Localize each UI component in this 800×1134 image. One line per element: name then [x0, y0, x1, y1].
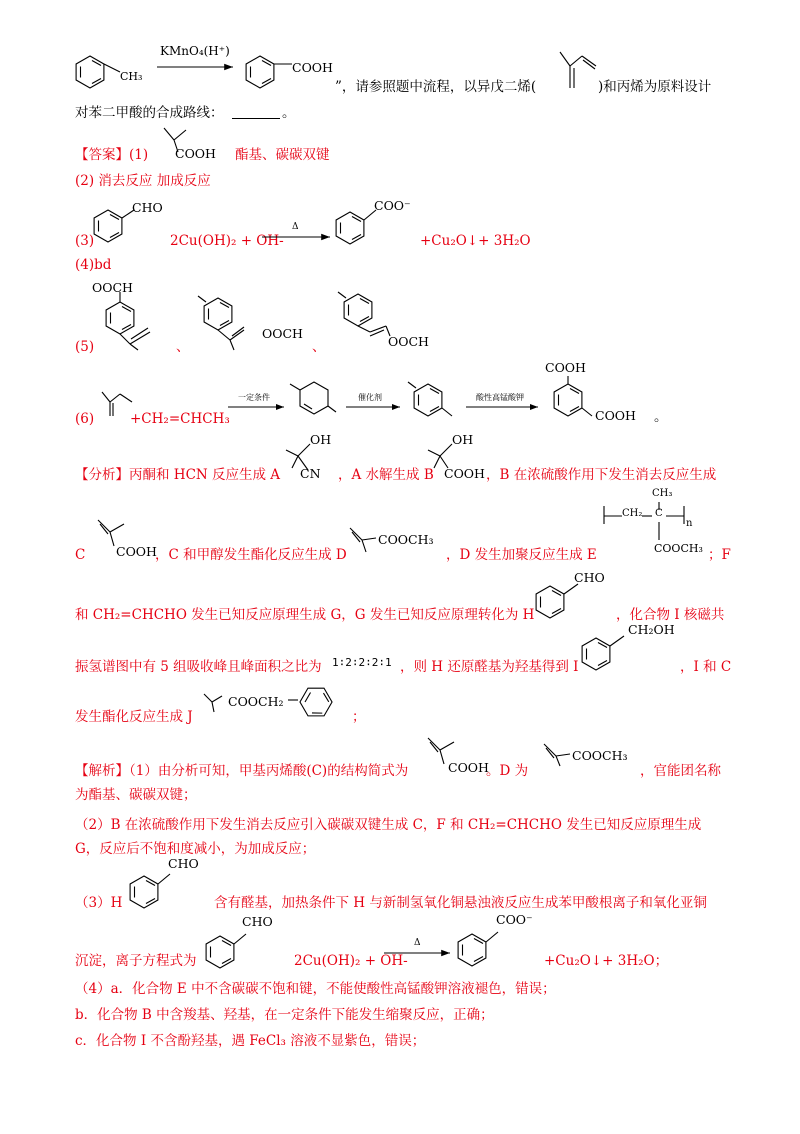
analysis-l4c: ，I 和 C: [680, 659, 732, 675]
compound-d-cooch3: COOCH₃: [378, 532, 434, 547]
a6-p-xylene: [402, 376, 462, 438]
reaction-arrow: [157, 62, 237, 72]
explain-p2a: （2）B 在浓硫酸作用下发生消去反应引入碳碳双键生成 C，F 和 CH₂=CHCHO 发生已知反应原理生成: [75, 817, 702, 833]
a6-cond1: 一定条件: [238, 393, 270, 402]
analysis-l2a: C: [75, 547, 86, 563]
analysis-l2d: ；F: [708, 547, 731, 563]
compound-j-ester: COOCH₂: [228, 694, 284, 709]
explain-p1d: 为酯基、碳碳双键；: [75, 787, 197, 803]
p1-cooch3: COOCH₃: [572, 748, 628, 763]
isomer-1-structure: [100, 292, 180, 352]
analysis-tag: 【分析】丙酮和 HCN 反应生成 A: [75, 467, 281, 483]
a1-cooh: COOH: [175, 146, 216, 161]
a6-cooh-bottom: COOH: [595, 408, 636, 423]
a6-arrow-2: [346, 402, 406, 412]
a6-cond3: 酸性高锰酸钾: [476, 393, 524, 402]
compound-h-cho: CHO: [574, 570, 605, 585]
analysis-l5a: 发生酯化反应生成 J: [75, 709, 193, 725]
explain-p1b: 。D 为: [486, 763, 529, 779]
polymer-cooch3: COOCH₃: [654, 542, 703, 555]
compound-c-cooh: COOH: [116, 544, 157, 559]
answer-tag: 【答案】(1): [75, 147, 149, 163]
question-text-3: 对苯二甲酸的合成路线：: [75, 105, 224, 121]
a4-answer: (4)bd: [75, 257, 112, 273]
a6-cyclohexene: [282, 376, 342, 438]
explain-p4c: c．化合物 I 不含酚羟基，遇 FeCl₃ 溶液不显紫色，错误；: [75, 1033, 426, 1049]
nmr-ratio: 1∶2∶2∶2∶1: [332, 656, 392, 669]
compound-b-cooh: COOH: [444, 466, 485, 481]
a6-num: (6): [75, 411, 95, 427]
isomer-2-structure: [192, 290, 272, 352]
explain-p3-num: （3）H: [75, 895, 123, 911]
isomer-1-sub: OOCH: [92, 280, 133, 295]
a3-delta: Δ: [292, 222, 299, 232]
isomer-3-sub: OOCH: [388, 334, 429, 349]
p3-products: +Cu₂O↓+ 3H₂O；: [544, 953, 669, 969]
reagent-kmno4: KMnO₄(H⁺): [160, 44, 230, 58]
compound-j-ring: [288, 686, 338, 726]
a3-num: (3): [75, 233, 95, 249]
analysis-l2c: ，D 发生加聚反应生成 E: [446, 547, 597, 563]
a6-reagent: +CH₂=CHCH₃: [130, 411, 230, 427]
analysis-l4b: ，则 H 还原醛基为羟基得到 I: [400, 659, 579, 675]
polymer-c: C: [655, 508, 663, 519]
a6-arrow-3: [466, 402, 542, 412]
p3-arrow: [384, 948, 454, 958]
explain-p1a: 【解析】（1）由分析可知，甲基丙烯酸(C)的结构简式为: [75, 763, 409, 779]
question-text-1: ”，请参照题中流程，以异戊二烯(: [335, 79, 537, 95]
answer-blank: [232, 118, 280, 119]
a2-answer: (2) 消去反应 加成反应: [75, 173, 211, 189]
explain-p4b: b．化合物 B 中含羧基、羟基，在一定条件下能发生缩聚反应，正确；: [75, 1007, 494, 1023]
explain-p1c: ，官能团名称: [640, 763, 721, 779]
a5-sep-1: 、: [176, 339, 190, 355]
p3-cho: CHO: [168, 856, 199, 871]
isomer-2-sub: OOCH: [262, 326, 303, 341]
a3-coo: COO⁻: [374, 198, 411, 213]
compound-a-cn: CN: [300, 466, 321, 481]
a6-arrow-1: [228, 402, 288, 412]
explain-p3b: 沉淀，离子方程式为: [75, 953, 197, 969]
analysis-l4a: 振氢谱图中有 5 组吸收峰且峰面积之比为: [75, 659, 322, 675]
a6-cooh-top: COOH: [545, 360, 586, 375]
compound-i-ch2oh: CH₂OH: [628, 622, 675, 637]
explain-p2b: G，反应后不饱和度减小，为加成反应；: [75, 841, 316, 857]
question-text-2: )和丙烯为原料设计: [598, 79, 712, 95]
analysis-l1b: ，A 水解生成 B: [338, 467, 434, 483]
a3-cho: CHO: [132, 200, 163, 215]
explain-p3a: 含有醛基，加热条件下 H 与新制氢氧化铜悬浊液反应生成苯甲酸根离子和氧化亚铜: [214, 895, 707, 911]
toluene-structure: [70, 52, 160, 92]
polymer-n: n: [686, 518, 693, 529]
analysis-l2b: ，C 和甲醇发生酯化反应生成 D: [155, 547, 347, 563]
analysis-l3b: ，化合物 I 核磁共: [616, 607, 725, 623]
toluene-ch3: CH₃: [120, 70, 143, 83]
a3-reagents: 2Cu(OH)₂ + OH-: [170, 233, 284, 249]
a6-end: 。: [654, 409, 668, 425]
compound-a-oh: OH: [310, 432, 332, 447]
a6-cond2: 催化剂: [358, 393, 382, 402]
p3-reagents: 2Cu(OH)₂ + OH-: [294, 953, 408, 969]
isoprene-structure: [552, 50, 602, 92]
p1-cooh: COOH: [448, 760, 489, 775]
a5-sep-2: 、: [312, 339, 326, 355]
p3-cho-2: CHO: [242, 914, 273, 929]
explain-p4a: （4）a．化合物 E 中不含碳碳不饱和键，不能使酸性高锰酸钾溶液褪色，错误；: [75, 981, 556, 997]
analysis-l5b: ；: [352, 709, 366, 725]
benzoic-acid-structure: [240, 52, 300, 92]
polymer-ch2: CH₂: [622, 508, 643, 519]
polymer-ch3: CH₃: [652, 488, 673, 499]
analysis-l3a: 和 CH₂=CHCHO 发生已知反应原理生成 G，G 发生已知反应原理转化为 H: [75, 607, 535, 623]
p3-coo: COO⁻: [496, 912, 533, 927]
benzoic-cooh: COOH: [292, 60, 333, 75]
a1-answer: 酯基、碳碳双键: [235, 147, 330, 163]
a3-products: +Cu₂O↓+ 3H₂O: [420, 233, 531, 249]
analysis-l1c: ，B 在浓硫酸作用下发生消去反应生成: [486, 467, 717, 483]
a5-num: (5): [75, 339, 95, 355]
p3-delta: Δ: [414, 938, 421, 948]
a3-arrow: [262, 232, 332, 242]
p3-benzaldehyde-2-structure: [198, 922, 258, 970]
compound-b-oh: OH: [452, 432, 474, 447]
question-end: 。: [282, 105, 296, 121]
